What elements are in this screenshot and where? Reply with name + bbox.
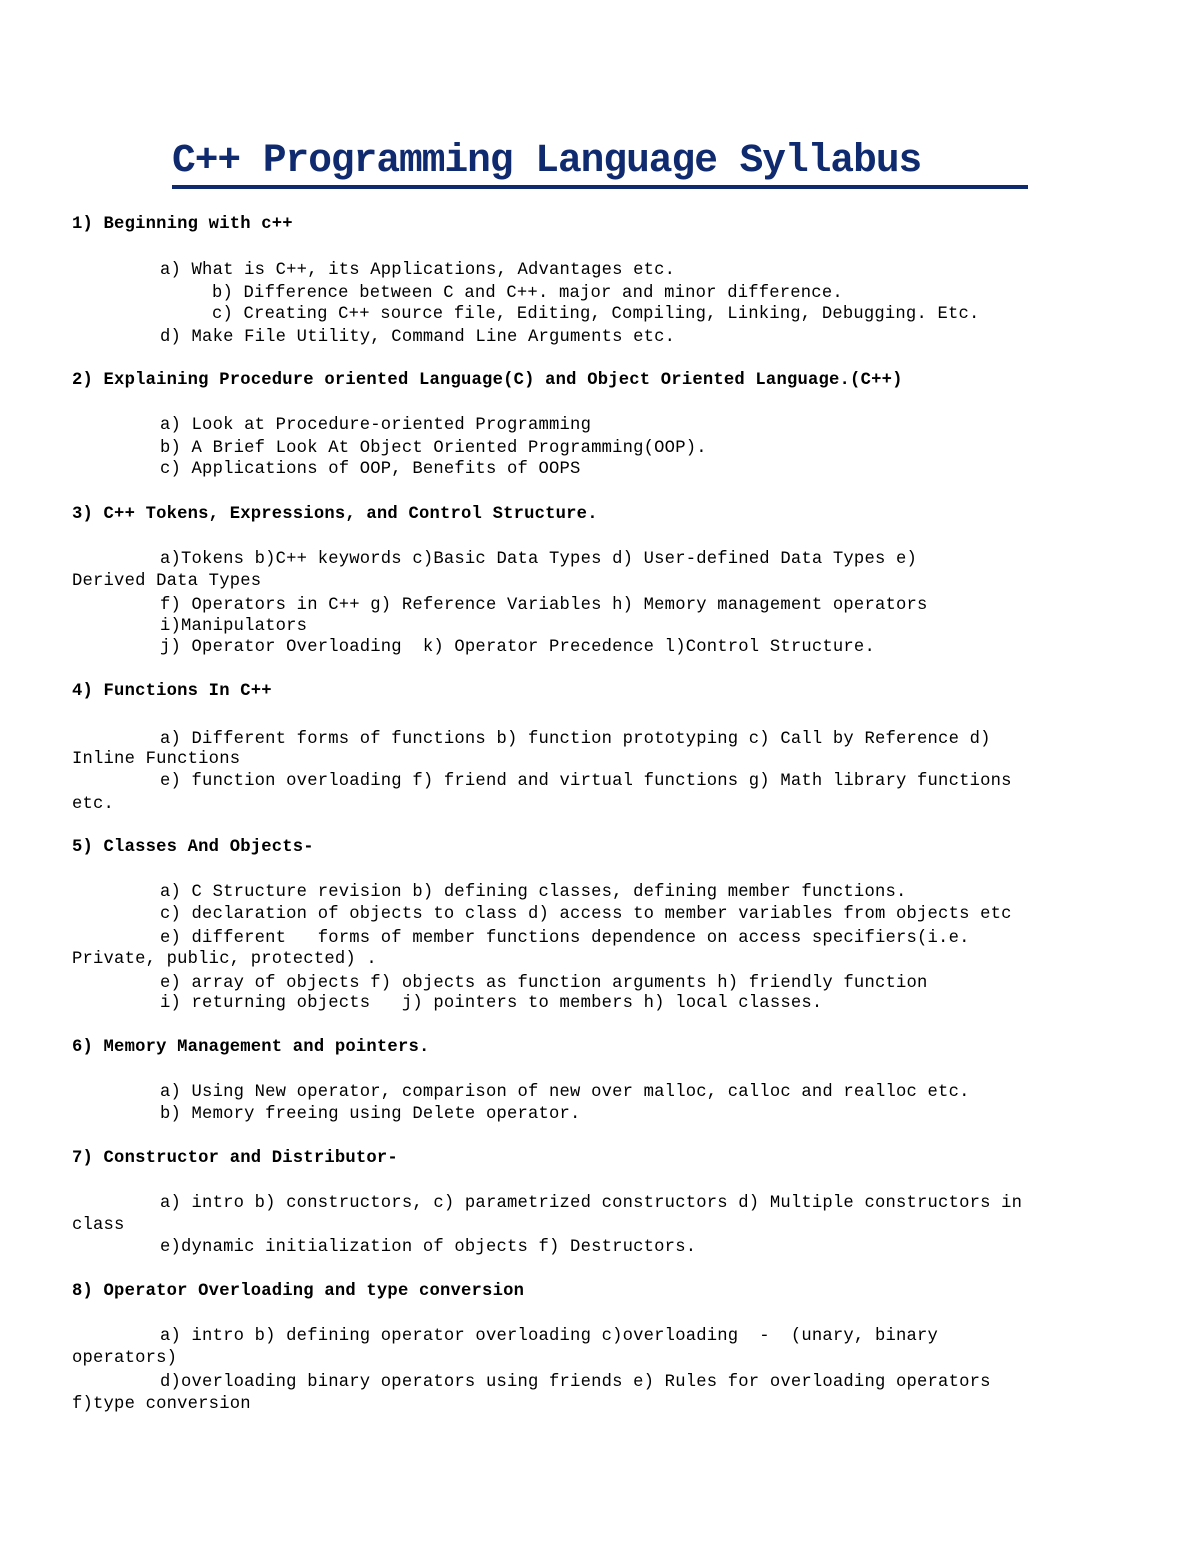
section-line: e)dynamic initialization of objects f) Destructors.: [160, 1238, 697, 1257]
section-line: d) Make File Utility, Command Line Arguments etc.: [160, 328, 676, 347]
section-line: b) A Brief Look At Object Oriented Programming(OOP).: [160, 439, 707, 458]
section-line: e) different forms of member functions dependence on access specifiers(i.e.: [160, 929, 970, 948]
section-line: b) Difference between C and C++. major and minor difference.: [212, 284, 843, 303]
section-line: c) Applications of OOP, Benefits of OOPS: [160, 460, 581, 479]
section-line: a) C Structure revision b) defining classes, defining member functions.: [160, 883, 907, 902]
section-line: a) Different forms of functions b) function prototyping c) Call by Reference d): [160, 730, 991, 749]
section-heading: 2) Explaining Procedure oriented Language(C) and Object Oriented Language.(C++): [72, 371, 903, 390]
section-line: b) Memory freeing using Delete operator.: [160, 1105, 581, 1124]
section-line: d)overloading binary operators using friends e) Rules for overloading operators: [160, 1373, 991, 1392]
section-line: Inline Functions: [72, 750, 241, 769]
section-line: f) Operators in C++ g) Reference Variables h) Memory management operators: [160, 596, 928, 615]
section-heading: 5) Classes And Objects-: [72, 838, 314, 857]
section-line: a) intro b) constructors, c) parametrized constructors d) Multiple constructors in: [160, 1194, 1023, 1213]
section-line: a) Using New operator, comparison of new over malloc, calloc and realloc etc.: [160, 1083, 970, 1102]
section-line: c) declaration of objects to class d) access to member variables from objects etc: [160, 905, 1012, 924]
page-title: C++ Programming Language Syllabus: [172, 138, 922, 183]
section-line: e) function overloading f) friend and virtual functions g) Math library functions: [160, 772, 1012, 791]
section-heading: 1) Beginning with c++: [72, 215, 293, 234]
section-heading: 7) Constructor and Distributor-: [72, 1149, 398, 1168]
section-heading: 3) C++ Tokens, Expressions, and Control Structure.: [72, 505, 598, 524]
section-line: a) What is C++, its Applications, Advantages etc.: [160, 261, 676, 280]
section-line: Derived Data Types: [72, 572, 262, 591]
section-line: etc.: [72, 795, 115, 814]
section-line: e) array of objects f) objects as function arguments h) friendly function: [160, 974, 928, 993]
section-line: a)Tokens b)C++ keywords c)Basic Data Types d) User-defined Data Types e): [160, 550, 918, 569]
section-line: f)type conversion: [72, 1395, 251, 1414]
section-line: i)Manipulators: [160, 617, 308, 636]
title-underline: [172, 185, 1028, 189]
section-line: Private, public, protected) .: [72, 950, 377, 969]
section-line: a) intro b) defining operator overloading c)overloading - (unary, binary: [160, 1327, 939, 1346]
section-line: j) Operator Overloading k) Operator Precedence l)Control Structure.: [160, 638, 875, 657]
section-line: c) Creating C++ source file, Editing, Compiling, Linking, Debugging. Etc.: [212, 305, 980, 324]
section-line: operators): [72, 1349, 178, 1368]
section-line: class: [72, 1216, 125, 1235]
section-heading: 6) Memory Management and pointers.: [72, 1038, 430, 1057]
section-heading: 4) Functions In C++: [72, 682, 272, 701]
section-line: a) Look at Procedure-oriented Programming: [160, 416, 592, 435]
section-line: i) returning objects j) pointers to members h) local classes.: [160, 994, 823, 1013]
section-heading: 8) Operator Overloading and type conversion: [72, 1282, 525, 1301]
